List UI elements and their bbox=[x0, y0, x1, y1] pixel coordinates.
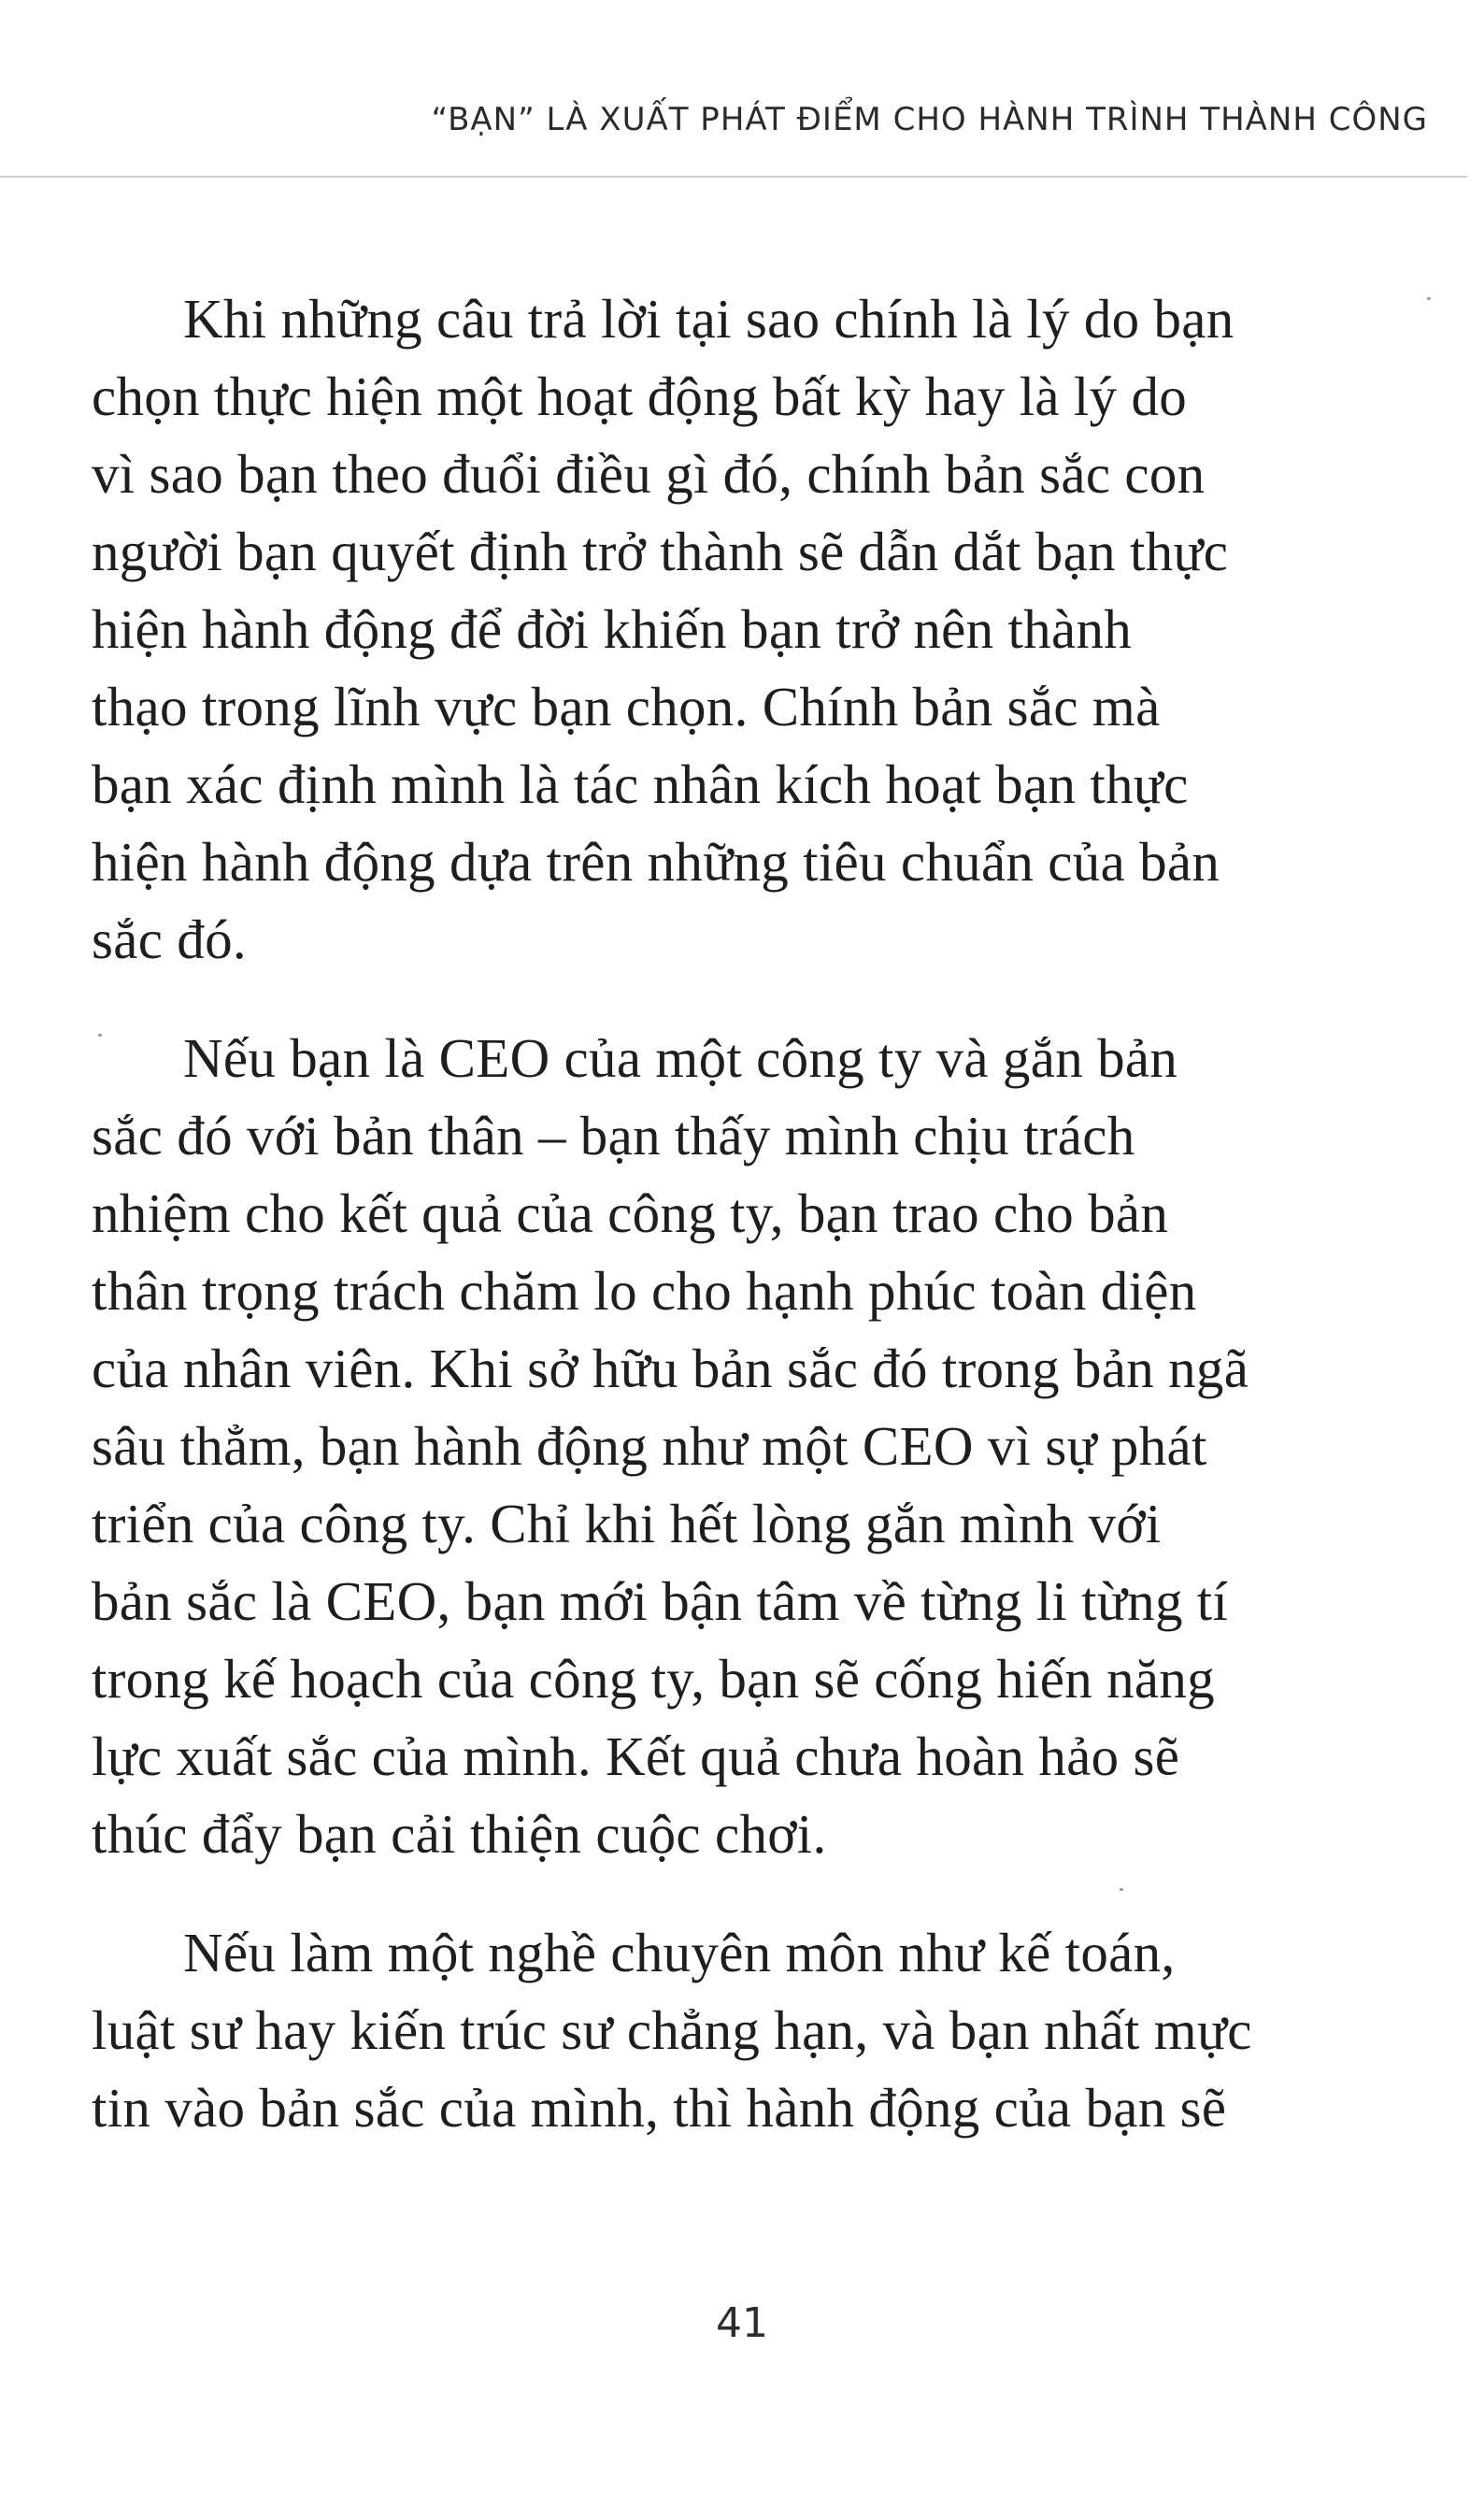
text-line: thạo trong lĩnh vực bạn chọn. Chính bản sắc mà bbox=[92, 676, 1161, 737]
text-line: chọn thực hiện một hoạt động bất kỳ hay là lý do bbox=[92, 365, 1188, 427]
paragraph-3 bbox=[92, 1914, 1269, 2147]
text-line: thân trọng trách chăm lo cho hạnh phúc toàn diện bbox=[92, 1260, 1197, 1322]
scan-speck bbox=[98, 1034, 102, 1037]
text-line: sâu thẳm, bạn hành động như một CEO vì sự phát bbox=[92, 1415, 1207, 1477]
text-line: luật sư hay kiến trúc sư chẳng hạn, và bạn nhất mực bbox=[92, 1999, 1252, 2061]
scan-speck bbox=[1427, 297, 1431, 300]
running-header: “BẠN” LÀ XUẤT PHÁT ĐIỂM CHO HÀNH TRÌNH THÀNH CÔNG bbox=[431, 101, 1428, 138]
text-line: hiện hành động dựa trên những tiêu chuẩn của bản bbox=[92, 831, 1220, 893]
text-line: của nhân viên. Khi sở hữu bản sắc đó trong bản ngã bbox=[92, 1338, 1249, 1399]
text-line: vì sao bạn theo đuổi điều gì đó, chính bản sắc con bbox=[92, 443, 1206, 505]
text-line: người bạn quyết định trở thành sẽ dẫn dắt bạn thực bbox=[92, 521, 1229, 582]
text-line: bạn xác định mình là tác nhân kích hoạt bạn thực bbox=[92, 753, 1189, 815]
page-number: 41 bbox=[716, 2299, 768, 2347]
paragraph-2 bbox=[92, 1020, 1269, 1873]
text-line: Nếu làm một nghề chuyên môn như kế toán, bbox=[183, 1922, 1176, 1983]
header-divider bbox=[0, 176, 1467, 178]
text-line: thúc đẩy bạn cải thiện cuộc chơi. bbox=[92, 1803, 827, 1865]
text-line: trong kế hoạch của công ty, bạn sẽ cống hiến năng bbox=[92, 1648, 1215, 1710]
text-line: hiện hành động để đời khiến bạn trở nên thành bbox=[92, 598, 1133, 660]
body-text bbox=[92, 280, 1269, 2188]
text-line: nhiệm cho kết quả của công ty, bạn trao cho bản bbox=[92, 1182, 1169, 1244]
text-line: triển của công ty. Chỉ khi hết lòng gắn mình với bbox=[92, 1493, 1162, 1554]
text-line: sắc đó. bbox=[92, 909, 247, 970]
text-line: Nếu bạn là CEO của một công ty và gắn bản bbox=[183, 1027, 1178, 1089]
text-line: sắc đó với bản thân – bạn thấy mình chịu trách bbox=[92, 1105, 1135, 1167]
paragraph-1 bbox=[92, 280, 1269, 979]
text-line: tin vào bản sắc của mình, thì hành động của bạn sẽ bbox=[92, 2077, 1227, 2139]
text-line: bản sắc là CEO, bạn mới bận tâm về từng li từng tí bbox=[92, 1570, 1229, 1632]
text-line: Khi những câu trả lời tại sao chính là lý do bạn bbox=[183, 288, 1234, 350]
scan-speck bbox=[1120, 1888, 1123, 1891]
text-line: lực xuất sắc của mình. Kết quả chưa hoàn hảo sẽ bbox=[92, 1725, 1180, 1787]
